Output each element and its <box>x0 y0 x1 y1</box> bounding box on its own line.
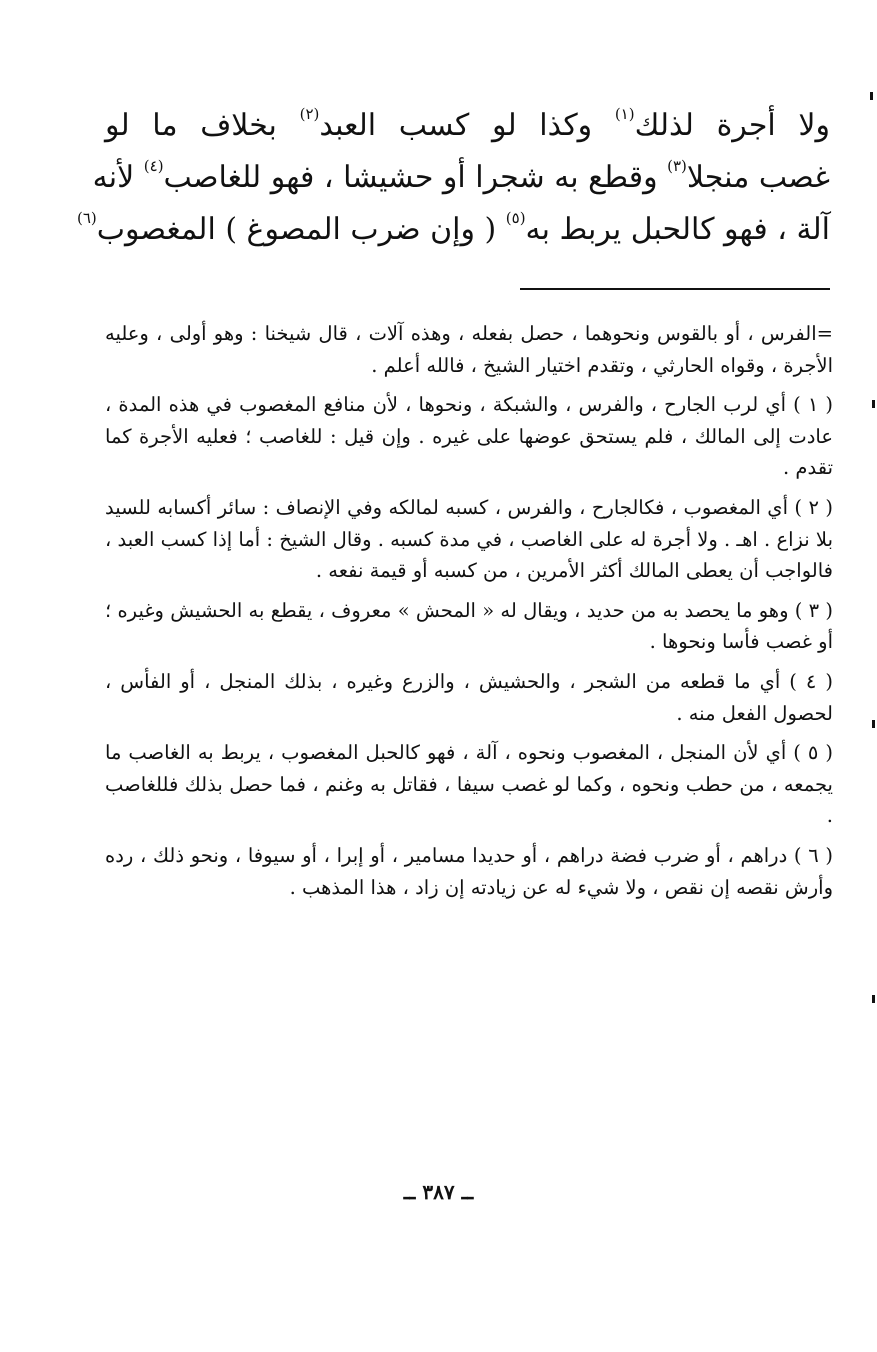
main-text-line: آلة ، فهو كالحبل يربط به$^{(٥)}$ ( وإن ضرب المصوغ ) المغصوب$^{(٦)}$ <box>76 209 830 247</box>
footnote-1: ( ١ ) أي لرب الجارح ، والفرس ، والشبكة ، ونحوها ، لأن منافع المغصوب في هذه المدة ، عادت إلى المالك ، فلم يستحق عوضها على غيره . وإن قيل : للغاصب ؛ فعليه الأجرة كما تقدم . <box>105 393 833 480</box>
main-text <box>76 100 830 256</box>
footnote-5: ( ٥ ) أي لأن المنجل ، المغصوب ونحوه ، آلة ، فهو كالحبل المغصوب ، يربط به الغاصب ما يجمعه ، من حطب ونحوه ، وكما لو غصب سيفا ، فقاتل به وغنم ، فما حصل بذلك فللغاصب . <box>105 741 833 828</box>
scan-edge-mark <box>872 995 875 1003</box>
footnotes <box>105 318 833 911</box>
main-text-line: ولا أجرة لذلك$^{(١)}$ وكذا لو كسب العبد$^{(٢)}$ بخلاف ما لو <box>105 105 830 143</box>
footnote-2: ( ٢ ) أي المغصوب ، فكالجارح ، والفرس ، كسبه لمالكه وفي الإنصاف : سائر أكسابه للسيد بلا نزاع . اهـ . ولا أجرة له على الغاصب ، في مدة كسبه . وقال الشيخ : أما إذا كسب العبد ، فالواجب أن يعطى المالك أكثر الأمرين ، من كسبه أو قيمة نفعه . <box>105 495 833 583</box>
scan-edge-mark <box>870 92 873 100</box>
scan-edge-mark <box>872 400 875 408</box>
footnote-6: ( ٦ ) دراهم ، أو ضرب فضة دراهم ، أو حديدا مسامير ، أو إبرا ، أو سيوفا ، ونحو ذلك ، رده وأرش نقصه إن نقص ، ولا شيء له عن زيادته إن زاد ، هذا المذهب . <box>105 843 834 899</box>
footnote-marker: (٢) <box>299 105 320 123</box>
footnote-marker: (٥) <box>505 209 526 227</box>
page-number: ــ ٣٨٧ ــ <box>403 1180 474 1204</box>
footnote-3: ( ٣ ) وهو ما يحصد به من حديد ، ويقال له « المحش » معروف ، يقطع به الحشيش وغيره ؛ أو غصب فأسا ونحوها . <box>105 598 833 654</box>
footnote-continuation: =الفرس ، أو بالقوس ونحوهما ، حصل بفعله ، وهذه آلات ، قال شيخنا : وهو أولى ، وعليه الأجرة ، وقواه الحارثي ، وتقدم اختيار الشيخ ، فالله أعلم . <box>105 322 833 377</box>
scan-edge-mark <box>872 720 875 728</box>
footnote-separator <box>520 288 830 290</box>
main-text-line: غصب منجلا$^{(٣)}$ وقطع به شجرا أو حشيشا ، فهو للغاصب$^{(٤)}$ لأنه <box>92 157 830 195</box>
footnote-4: ( ٤ ) أي ما قطعه من الشجر ، والحشيش ، والزرع وغيره ، بذلك المنجل ، أو الفأس ، لحصول الفعل منه . <box>105 669 833 725</box>
footnote-marker: (١) <box>614 105 635 123</box>
footnote-marker: (٤) <box>143 157 164 175</box>
footnote-marker: (٣) <box>667 157 687 175</box>
footnote-marker: (٦) <box>76 209 97 227</box>
